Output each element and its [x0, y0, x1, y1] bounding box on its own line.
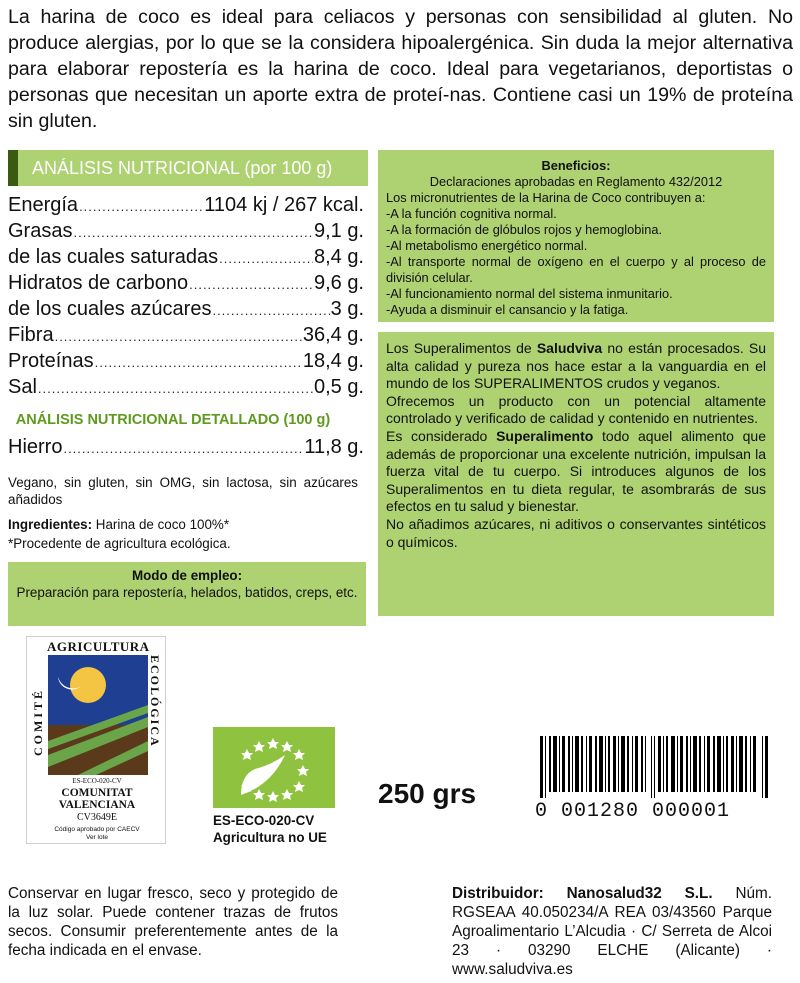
vegan-claims: Vegano, sin gluten, sin OMG, sin lactosa, sin azúcares añadidos	[8, 475, 358, 507]
barcode-number: 0 001280 000001	[535, 800, 731, 823]
nutrition-value: 18,4 g.	[302, 350, 364, 372]
nutrition-label: Grasas	[8, 220, 73, 242]
nutrition-row-fiber	[8, 324, 364, 350]
cert-left-text: COMITÉ	[31, 688, 45, 757]
usage-text: Preparación para repostería, helados, batidos, creps, etc.	[16, 585, 358, 600]
eu-origin: Agricultura no UE	[213, 830, 327, 845]
nutrition-label: Hierro	[8, 436, 63, 458]
nutrition-row-fat	[8, 220, 364, 246]
cert-code: ES-ECO-020-CV	[72, 777, 122, 785]
nutrition-row-iron	[8, 436, 364, 462]
nutrition-row-salt	[8, 376, 364, 402]
superfoods-paragraph-2: Ofrecemos un producto con un potencial altamente controlado y verificado de calidad y contenido en nutrientes.	[386, 392, 766, 427]
benefits-title: Beneficios:	[541, 158, 611, 173]
usage-title: Modo de empleo:	[131, 568, 243, 583]
barcode-icon	[540, 736, 768, 798]
benefit-item: -A la formación de glóbulos rojos y hemoglobina.	[386, 222, 663, 237]
usage-box	[8, 562, 366, 626]
nutrition-row-carbs	[8, 272, 364, 298]
nutrition-title: ANÁLISIS NUTRICIONAL (por 100 g)	[8, 150, 368, 186]
ingredients-label: Ingredientes:	[8, 517, 93, 532]
sun-field-icon	[48, 655, 148, 775]
benefit-item: -Al metabolismo energético normal.	[386, 238, 588, 253]
nutrition-label: Hidratos de carbono	[8, 272, 189, 294]
nutrition-row-sugars	[8, 298, 364, 324]
cert-top-text: AGRICULTURA	[47, 639, 150, 654]
benefits-subtitle: Declaraciones aprobadas en Reglamento 432/2012	[429, 174, 723, 189]
detailed-nutrition-title: ANÁLISIS NUTRICIONAL DETALLADO (100 g)	[15, 412, 331, 428]
nutrition-value: 8,4 g.	[313, 246, 364, 268]
nutrition-value: 3 g.	[330, 298, 364, 320]
nutrition-value: 9,1 g.	[313, 220, 364, 242]
brand-name: Saludviva	[536, 340, 603, 356]
eu-organic-leaf-icon	[213, 727, 335, 808]
distributor-info	[452, 884, 772, 979]
superfoods-box	[378, 332, 774, 616]
benefits-box	[378, 150, 774, 322]
nutrition-value: 0,5 g.	[313, 376, 364, 398]
nutrition-row-energy	[8, 194, 364, 220]
cert-approved: Código aprobado por CAECV Ver lote	[54, 826, 140, 841]
nutrition-value: 9,6 g.	[313, 272, 364, 294]
net-weight: 250 grs	[378, 778, 477, 809]
superfoods-paragraph-4: No añadimos azúcares, ni aditivos o conservantes sintéticos o químicos.	[386, 515, 766, 550]
nutrition-value: 1104 kj / 267 kcal.	[204, 194, 364, 216]
eu-organic-text	[213, 812, 327, 846]
nutrition-value: 11,8 g.	[304, 436, 364, 458]
nutrition-label: de los cuales azúcares	[8, 298, 212, 320]
cert-region: COMUNITAT VALENCIANA	[58, 787, 136, 811]
distributor-label: Distribuidor: Nanosalud32 S.L.	[452, 885, 713, 902]
intro-paragraph: La harina de coco es ideal para celiacos y personas con sensibilidad al gluten. No produce alergias, por lo que se la considera hipoalergénica. Sin duda la mejor alternativa para elaborar repostería es la harina de coco. Ideal para vegetarianos, deportistas o personas que necesitan un aporte extra de proteí-nas. Contiene casi un 19% de proteína sin gluten.	[8, 6, 793, 132]
benefit-item: -Al funcionamiento normal del sistema inmunitario.	[386, 286, 673, 301]
nutrition-row-saturated	[8, 246, 364, 272]
nutrition-label: Sal	[8, 376, 37, 398]
nutrition-table	[8, 194, 364, 402]
superfoods-paragraph-1: Los Superalimentos de Saludviva no están procesados. Su alta calidad y pureza nos hace estar a la vanguardia en el mundo de los SUPERALIMENTOS crudos y veganos.	[386, 340, 766, 392]
nutrition-label: Energía	[8, 194, 79, 216]
nutrition-row-protein	[8, 350, 364, 376]
ingredients-text: Harina de coco 100%*	[92, 517, 230, 532]
nutrition-label: de las cuales saturadas	[8, 246, 219, 268]
eu-code: ES-ECO-020-CV	[213, 813, 315, 828]
superfood-term: Superalimento	[496, 427, 594, 444]
organic-committee-logo	[26, 636, 166, 844]
benefits-intro: Los micronutrientes de la Harina de Coco contribuyen a:	[386, 190, 706, 205]
nutrition-label: Proteínas	[8, 350, 94, 372]
ingredients	[8, 516, 358, 533]
nutrition-value: 36,4 g.	[302, 324, 364, 346]
organic-note: *Procedente de agricultura ecológica.	[8, 536, 231, 551]
benefit-item: -Al transporte normal de oxígeno en el cuerpo y al proceso de división celular.	[386, 254, 766, 285]
storage-instructions: Conservar en lugar fresco, seco y protegido de la luz solar. Puede contener trazas de frutos secos. Consumir preferentemente antes de la fecha indicada en el envase.	[8, 885, 338, 959]
cert-right-text: ECOLÓGICA	[148, 655, 162, 748]
distributor-text: Núm. RGSEAA 40.050234/A REA 03/43560 Parque Agroalimentario L’Alcudia · C/ Serreta de Alcoi 23 · 03290 ELCHE (Alicante) · www.saludviva.es	[452, 885, 773, 978]
benefit-item: -A la función cognitiva normal.	[386, 206, 557, 221]
cert-number: CV3649E	[77, 812, 117, 823]
nutrition-label: Fibra	[8, 324, 54, 346]
superfoods-paragraph-3: Es considerado Superalimento todo aquel alimento que además de proporcionar una excelente nutrición, impulsan la fuerza vital de tu cuerpo. Si introduces algunos de los Superalimentos en tu dieta regular, te asombrarás de sus efectos en tu salud y bienestar.	[386, 427, 766, 515]
benefit-item: -Ayuda a disminuir el cansancio y la fatiga.	[386, 302, 629, 317]
